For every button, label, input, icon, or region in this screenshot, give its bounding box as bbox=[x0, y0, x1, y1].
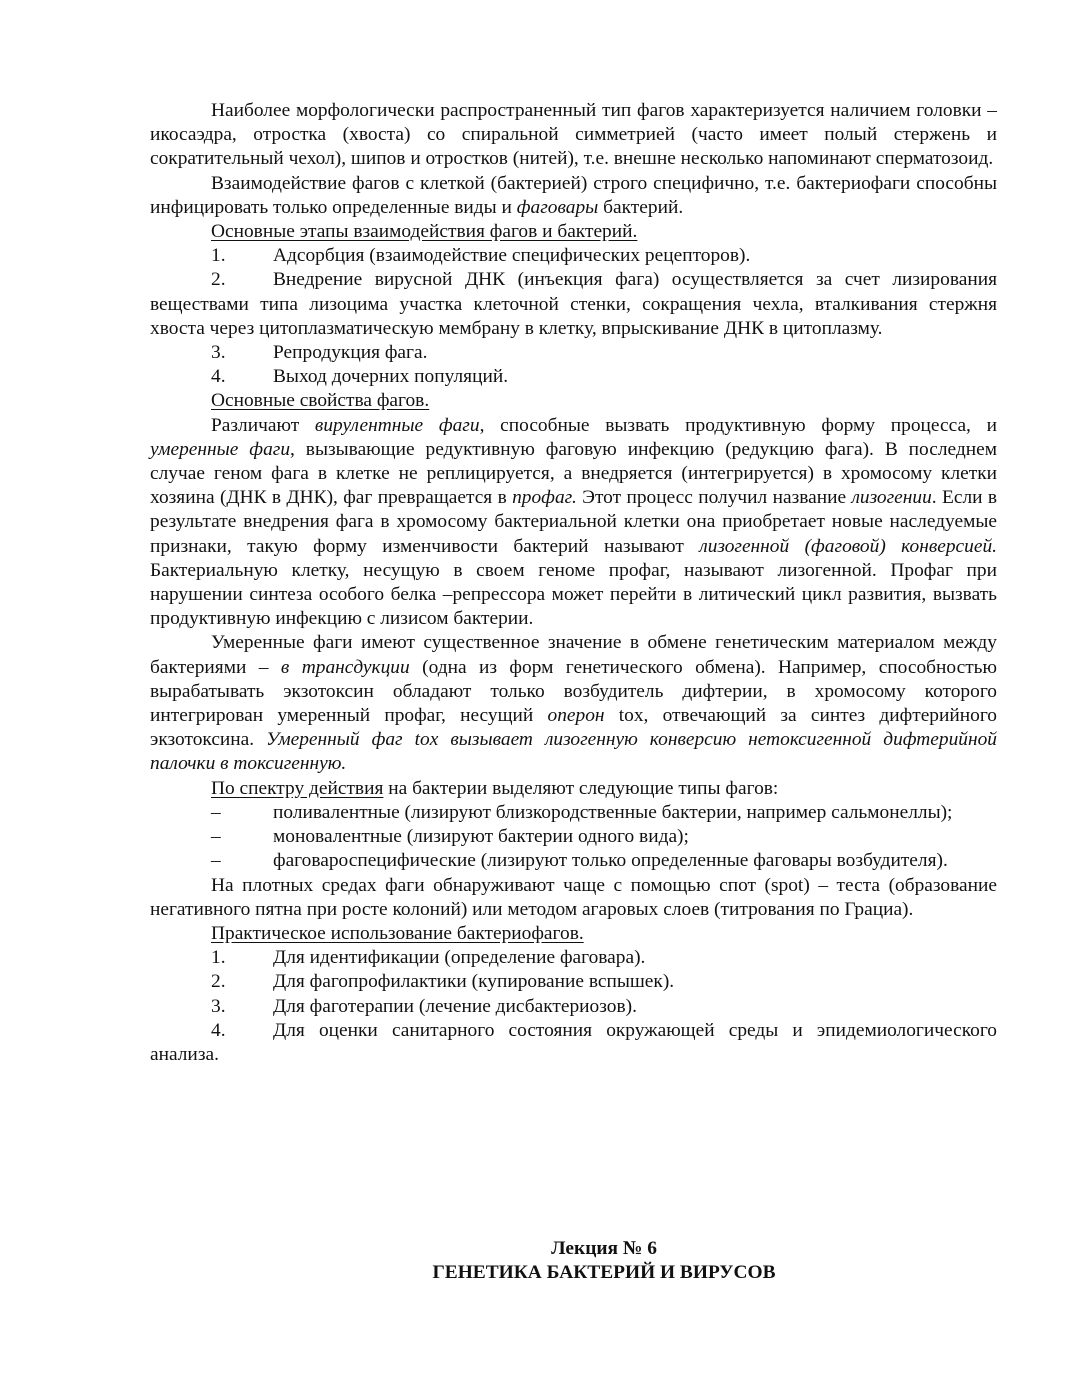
list-item bbox=[150, 801, 997, 825]
text-span: Умеренные фаги имеют существенное значение в обмене генетическим материалом между бактериями – bbox=[150, 632, 997, 678]
list-text: Для фаготерапии (лечение дисбактериозов). bbox=[273, 995, 637, 1017]
list-text: поливалентные (лизируют близкородственные бактерии, например сальмонеллы); bbox=[273, 801, 953, 823]
italic-term: оперон bbox=[547, 705, 605, 727]
list-item bbox=[150, 365, 997, 389]
list-text: Для идентификации (определение фаговара). bbox=[273, 947, 646, 969]
italic-term: лизогенной (фаговой) конверсией. bbox=[699, 535, 997, 557]
list-number: 1. bbox=[211, 245, 226, 267]
list-number: 2. bbox=[211, 269, 226, 291]
text-span: Бактериальную клетку, несущую в своем геноме профаг, называют лизогенной. Профаг при нарушении синтеза особого белка –репрессора может перейти в литический цикл развития, вызвать продуктивную инфекцию с лизисом бактерии. bbox=[150, 559, 997, 630]
list-number: 3. bbox=[211, 995, 226, 1017]
text-span: tox, отвечающий за синтез дифтерийного экзотоксина. bbox=[150, 705, 997, 751]
list-item bbox=[150, 946, 997, 970]
list-text: Для фагопрофилактики (купирование вспышек). bbox=[273, 971, 675, 993]
italic-term: профаг. bbox=[512, 487, 577, 509]
underlined-heading: По спектру действия bbox=[211, 777, 384, 799]
list-item bbox=[150, 244, 997, 268]
list-item bbox=[150, 849, 997, 873]
paragraph-properties bbox=[150, 414, 997, 632]
underlined-heading: Основные этапы взаимодействия фагов и бактерий. bbox=[211, 221, 638, 243]
list-item bbox=[150, 268, 997, 341]
text-span: Различают bbox=[211, 414, 315, 436]
paragraph-specificity bbox=[150, 172, 997, 220]
section-title-usage bbox=[150, 922, 997, 946]
list-number: 2. bbox=[211, 971, 226, 993]
list-item bbox=[150, 995, 997, 1019]
list-item bbox=[150, 341, 997, 365]
list-number: 3. bbox=[211, 342, 226, 364]
section-title-properties bbox=[150, 389, 997, 413]
text-span: Этот процесс получил название bbox=[576, 487, 852, 509]
paragraph-detection: На плотных средах фаги обнаруживают чаще с помощью спот (spot) – теста (образование негативного пятна при росте колоний) или методом агаровых слоев (титрования по Грациа). bbox=[150, 874, 997, 920]
text-span: Взаимодействие фагов с клеткой (бактерией) строго специфично, т.е. бактериофаги способны инфицировать только определенные виды и bbox=[150, 172, 997, 218]
list-item bbox=[150, 970, 997, 994]
underlined-heading: Практическое использование бактериофагов. bbox=[211, 922, 584, 944]
list-text: Выход дочерних популяций. bbox=[273, 366, 509, 388]
text-span: бактерий. bbox=[598, 196, 684, 218]
italic-term: вирулентные фаги bbox=[314, 414, 480, 436]
text-span: (одна из форм генетического обмена). Например, способностью вырабатывать экзотоксин обладают только возбудитель дифтерии, в хромосому которого интегрирован умеренный профаг, несущий bbox=[150, 656, 997, 727]
list-item bbox=[150, 1019, 997, 1067]
italic-term: лизогении bbox=[851, 487, 932, 509]
body-text bbox=[150, 99, 997, 1067]
paragraph-morphology: Наиболее морфологически распространенный тип фагов характеризуется наличием головки – икосаэдра, отростка (хвоста) со спиральной симметрией (часто имеет полый стержень и сократительный чехол), шипов и отростков (нитей), т.е. внешне несколько напоминают сперматозоид. bbox=[150, 100, 997, 170]
paragraph-spectrum bbox=[150, 777, 997, 801]
list-text: моновалентные (лизируют бактерии одного вида); bbox=[273, 826, 689, 848]
section-title-stages bbox=[150, 220, 997, 244]
italic-term: в трансдукции bbox=[280, 656, 410, 678]
paragraph-temperate-phages bbox=[150, 631, 997, 776]
text-span: , способные вызвать продуктивную форму процесса, и bbox=[479, 414, 998, 436]
list-text: Адсорбция (взаимодействие специфических рецепторов). bbox=[273, 245, 751, 267]
list-number: 4. bbox=[211, 1019, 226, 1041]
list-dash: – bbox=[211, 801, 221, 823]
italic-term: Умеренный фаг tox вызывает лизогенную конверсию нетоксигенной дифтерийной палочки в токсигенную. bbox=[150, 729, 997, 775]
list-dash: – bbox=[211, 850, 221, 872]
italic-term: умеренные фаги bbox=[150, 438, 291, 460]
list-dash: – bbox=[211, 826, 221, 848]
text-span: , вызывающие редуктивную фаговую инфекцию (редукцию фага). В последнем случае геном фага в клетке не реплицируется, а внедряется (интегрируется) в хромосому клетки хозяина (ДНК в ДНК), фаг превращается в bbox=[150, 438, 997, 509]
list-number: 1. bbox=[211, 947, 226, 969]
list-text: Репродукция фага. bbox=[273, 342, 428, 364]
lecture-number: Лекция № 6 bbox=[551, 1238, 657, 1259]
underlined-heading: Основные свойства фагов. bbox=[211, 390, 430, 412]
list-text: Для оценки санитарного состояния окружающей среды и эпидемиологического анализа. bbox=[150, 1019, 997, 1065]
text-span: . Если в результате внедрения фага в хромосому бактериальной клетки она приобретает новые наследуемые признаки, такую форму изменчивости бактерий называют bbox=[150, 487, 998, 557]
text-span: на бактерии выделяют следующие типы фагов: bbox=[383, 777, 779, 799]
list-item bbox=[150, 825, 997, 849]
list-text: фаговароспецифические (лизируют только определенные фаговары возбудителя). bbox=[273, 850, 948, 872]
list-number: 4. bbox=[211, 366, 226, 388]
lecture-title: ГЕНЕТИКА БАКТЕРИЙ И ВИРУСОВ bbox=[432, 1262, 776, 1283]
italic-term: фаговары bbox=[516, 196, 599, 218]
list-text: Внедрение вирусной ДНК (инъекция фага) осуществляется за счет лизирования веществами типа лизоцима участка клеточной стенки, сокращения чехла, вталкивания стержня хвоста через цитоплазматическую мембрану в клетку, впрыскивание ДНК в цитоплазму. bbox=[150, 269, 997, 339]
